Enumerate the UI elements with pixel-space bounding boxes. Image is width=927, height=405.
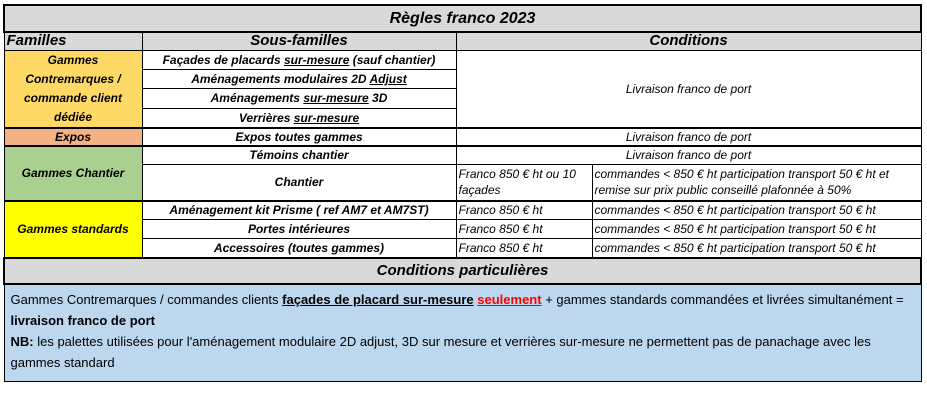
famille-expos: Expos — [4, 128, 142, 146]
paragraph-contremarques: Gammes Contremarques / commandes clients façades de placard sur-mesure seulement + gammes standards commandées et livrées simultanément = livraison franco de port — [10, 291, 904, 328]
franco-rules-table — [3, 4, 920, 382]
section-title-particulieres: Conditions particulières — [4, 258, 921, 284]
detail-portes: commandes < 850 € ht participation transport 50 € ht — [592, 220, 921, 239]
condition-expos: Livraison franco de port — [456, 128, 921, 146]
sous-famille-temoins: Témoins chantier — [142, 146, 456, 165]
famille-chantier: Gammes Chantier — [4, 146, 142, 201]
condition-temoins: Livraison franco de port — [456, 146, 921, 165]
famille-standards: Gammes standards — [4, 201, 142, 258]
paragraph-nb: NB: les palettes utilisées pour l'aménagement modulaire 2D adjust, 3D sur mesure et verrières sur-mesure ne permettent pas de panachage avec les gammes standard — [10, 333, 871, 370]
detail-prisme: commandes < 850 € ht participation transport 50 € ht — [592, 201, 921, 220]
sous-famille-facades: Façades de placards sur-mesure (sauf chantier) — [142, 50, 456, 69]
sous-famille-expos: Expos toutes gammes — [142, 128, 456, 146]
table-title: Règles franco 2023 — [4, 5, 921, 32]
sous-famille-prisme: Aménagement kit Prisme ( ref AM7 et AM7ST) — [142, 201, 456, 220]
conditions-particulieres-text — [4, 284, 921, 382]
sous-famille-verrieres: Verrières sur-mesure — [142, 108, 456, 127]
sous-famille-chantier: Chantier — [142, 165, 456, 201]
sous-famille-amenagements-2d: Aménagements modulaires 2D Adjust — [142, 69, 456, 88]
franco-chantier: Franco 850 € ht ou 10 façades — [456, 165, 592, 201]
sous-famille-accessoires: Accessoires (toutes gammes) — [142, 239, 456, 258]
header-conditions: Conditions — [456, 32, 921, 50]
sous-famille-portes: Portes intérieures — [142, 220, 456, 239]
detail-accessoires: commandes < 850 € ht participation transport 50 € ht — [592, 239, 921, 258]
detail-chantier: commandes < 850 € ht participation transport 50 € ht et remise sur prix public conseillé plafonnée à 50% — [592, 165, 921, 201]
condition-contremarques: Livraison franco de port — [456, 50, 921, 128]
franco-accessoires: Franco 850 € ht — [456, 239, 592, 258]
header-familles: Familles — [4, 32, 142, 50]
franco-portes: Franco 850 € ht — [456, 220, 592, 239]
franco-prisme: Franco 850 € ht — [456, 201, 592, 220]
famille-contremarques: Gammes Contremarques / commande client dédiée — [4, 50, 142, 128]
header-sous-familles: Sous-familles — [142, 32, 456, 50]
sous-famille-amenagements-3d: Aménagements sur-mesure 3D — [142, 89, 456, 108]
